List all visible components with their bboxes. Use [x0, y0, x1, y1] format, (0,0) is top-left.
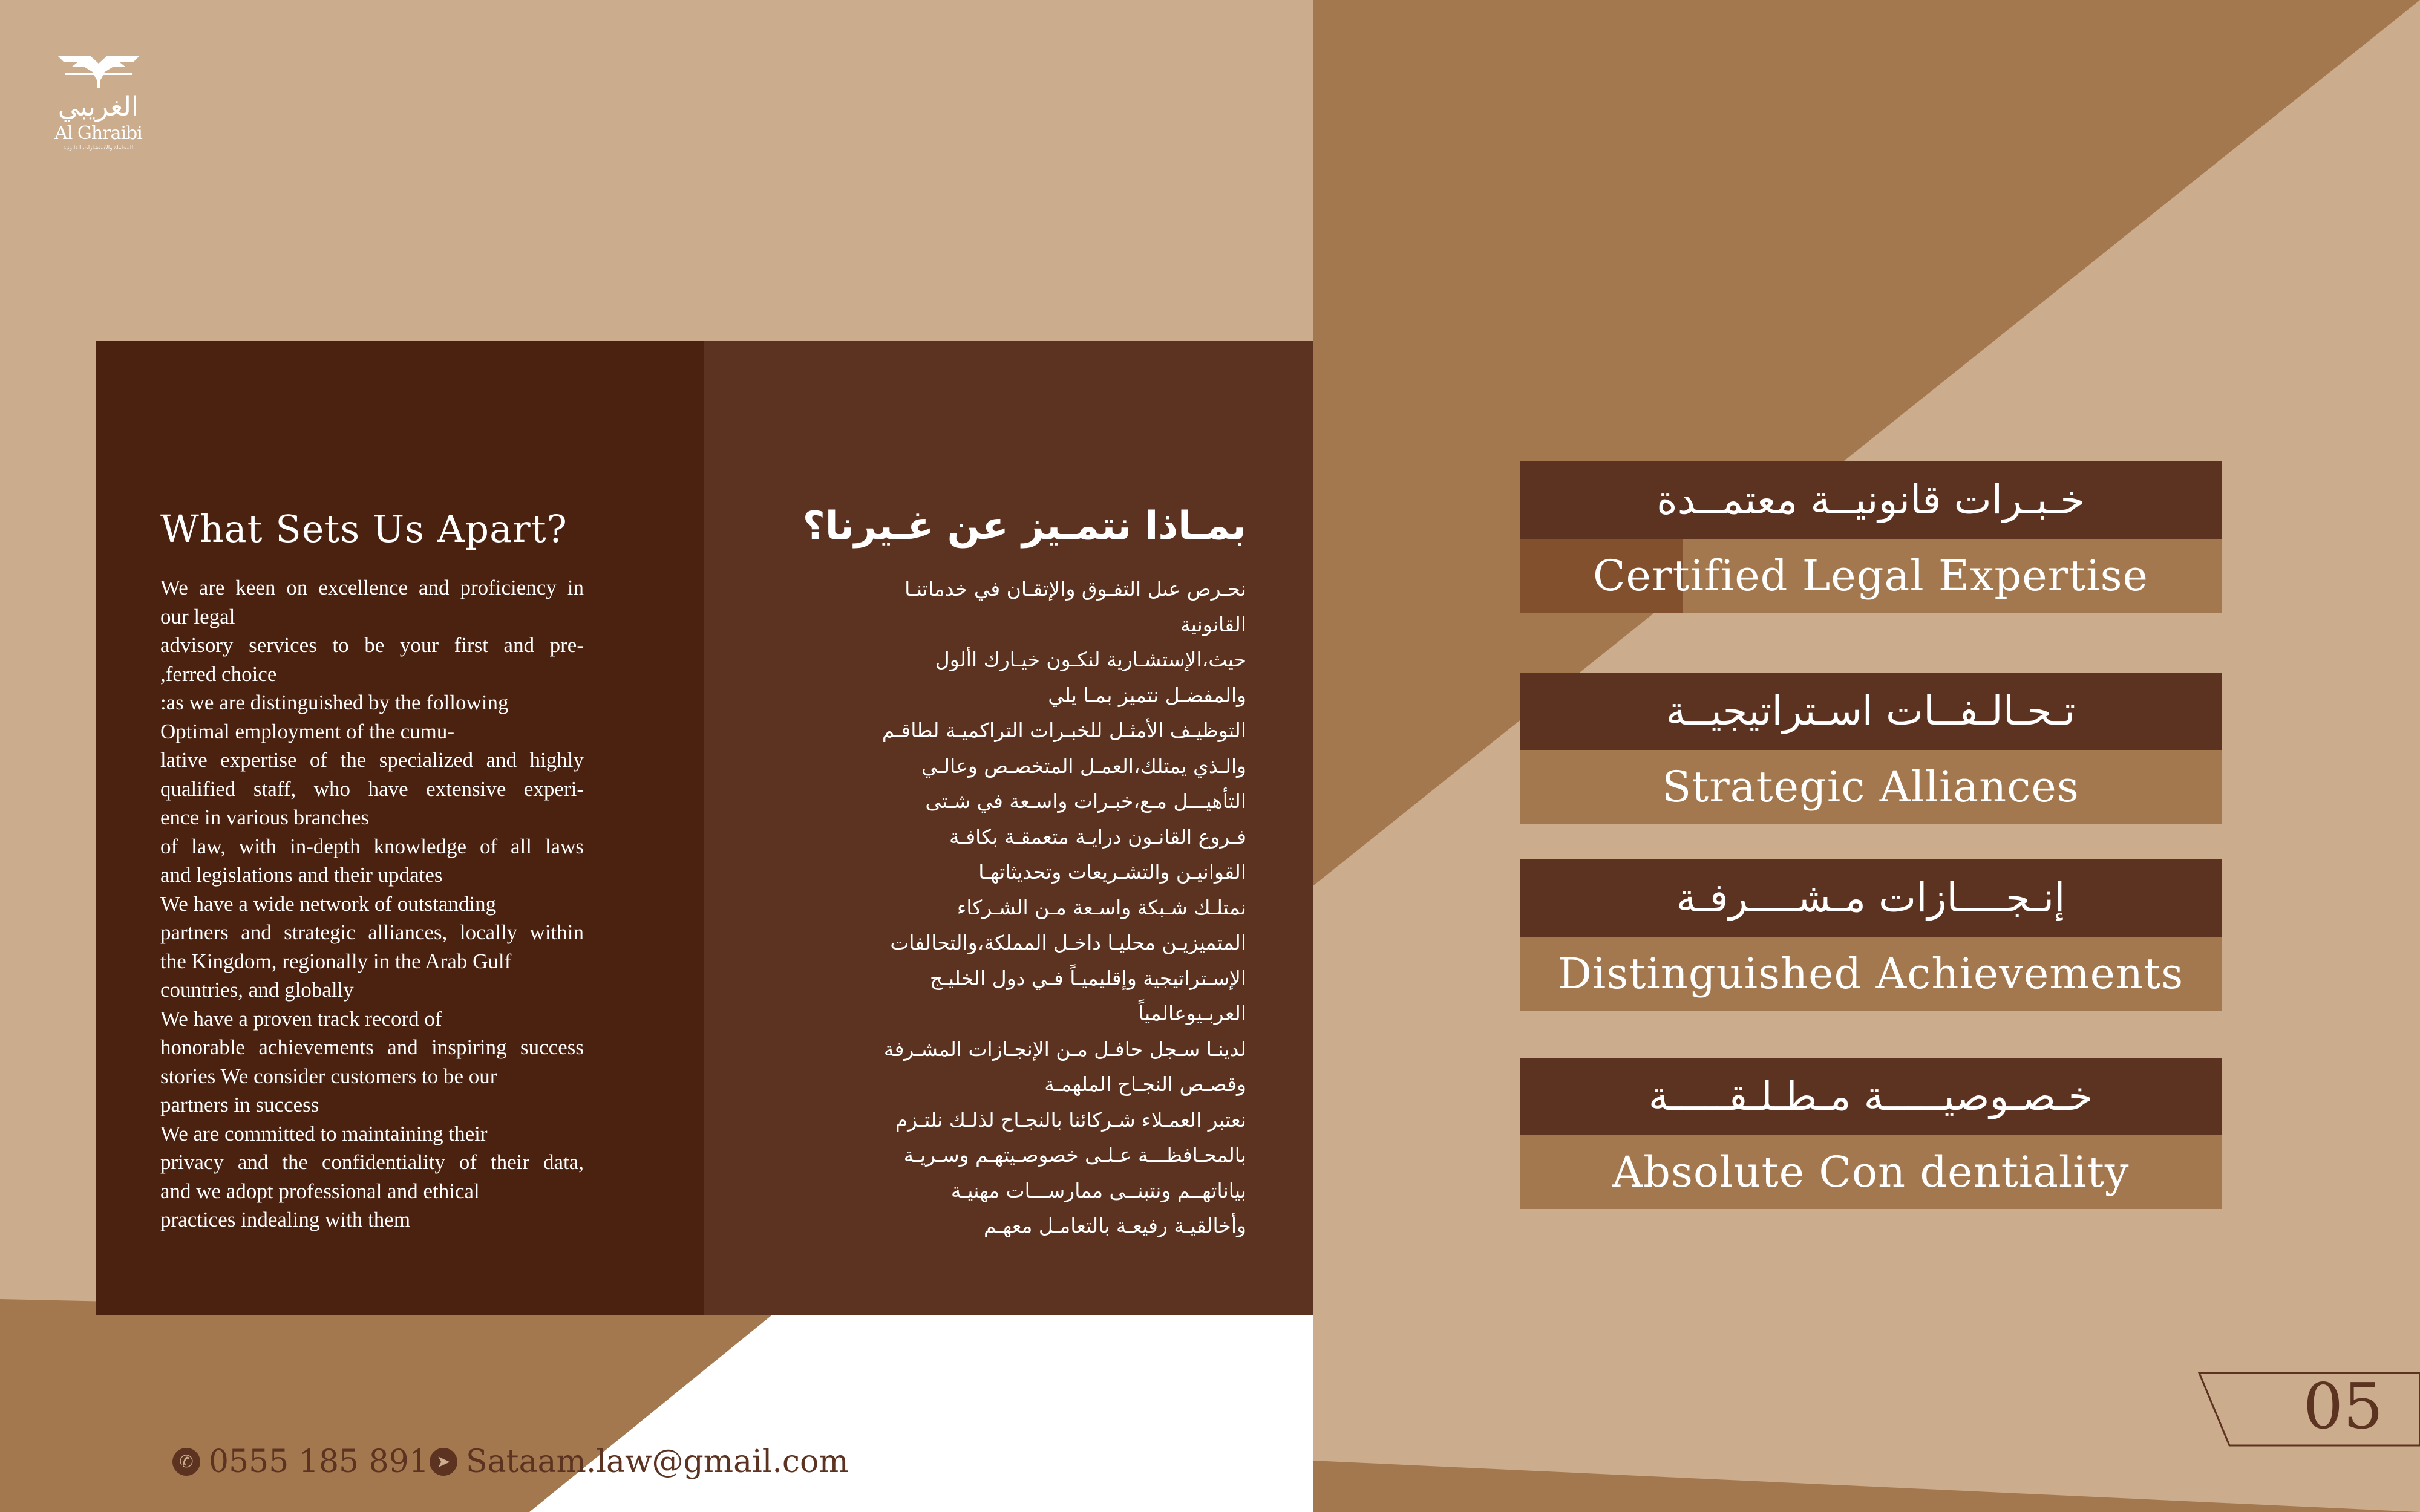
- english-body-line: :as we are distinguished by the following: [160, 691, 509, 714]
- arabic-body-line: والمفضـل نتميز بمـا يلي: [1048, 683, 1246, 707]
- english-body-line: We have a proven track record of: [160, 1006, 442, 1031]
- feature-title-english: Strategic Alliances: [1520, 750, 2222, 824]
- english-body-line: qualified staff, who have extensive experi-: [160, 777, 584, 801]
- english-body-line: our legal: [160, 604, 235, 628]
- arabic-body-line: وأخالقيـة رفيعـة بالتعامـل معهـم: [983, 1214, 1246, 1237]
- arabic-body-line: القوانيـن والتشـريعات وتحديثاتهـا: [978, 860, 1246, 884]
- arabic-body-line: نعتبر العمـلاء شـركائنا بالنجـاح لذلـك نلتـزم: [895, 1107, 1246, 1132]
- arabic-body-line: بالمحـافظـــة عـلـى خصوصـيتهـم وسـريـة: [903, 1143, 1246, 1167]
- brand-name-english: Al Ghraibi: [54, 123, 142, 144]
- brand-logo: [48, 51, 148, 152]
- contact-email[interactable]: [430, 1442, 849, 1481]
- arabic-body-line: العربـيوعالمياً: [1138, 1002, 1246, 1025]
- english-body-line: and legislations and their updates: [160, 863, 443, 887]
- brand-name-arabic: الغريبي: [57, 91, 139, 122]
- english-body-line: practices indealing with them: [160, 1208, 411, 1231]
- arabic-section-body: [820, 572, 1246, 1244]
- feature-title-english: Certified Legal Expertise: [1520, 539, 2222, 613]
- english-body-line: privacy and the confidentiality of their data,: [160, 1150, 584, 1174]
- page-number: 05: [2303, 1369, 2384, 1443]
- english-body-line: ,ferred choice: [160, 662, 277, 686]
- feature-card-confidentiality: [1520, 1058, 2222, 1209]
- english-body-line: We are keen on excellence and proficiency in: [160, 576, 584, 599]
- arabic-body-line: وقصـص النجـاح الملهمـة: [1044, 1072, 1246, 1096]
- english-body-line: countries, and globally: [160, 978, 354, 1002]
- arabic-body-line: نحـرص عىل التفـوق والإتقـان في خدماتنـا: [904, 577, 1246, 601]
- english-body-line: advisory services to be your first and pre-: [160, 633, 584, 657]
- english-body-line: We have a wide network of outstanding: [160, 891, 497, 916]
- english-body-line: ence in various branches: [160, 806, 369, 829]
- english-body-line: partners and strategic alliances, locally within: [160, 921, 584, 944]
- arabic-body-line: القانونية: [1180, 612, 1246, 636]
- brand-tagline: للمحاماة والاستشارات القانونية: [63, 145, 134, 151]
- arabic-body-line: فـروع القانـون درايـة متعمقـة بكافـة: [949, 824, 1246, 849]
- feature-card-certified: [1520, 461, 2222, 613]
- english-body-line: Optimal employment of the cumu-: [160, 719, 455, 743]
- english-body-line: and we adopt professional and ethical: [160, 1179, 480, 1203]
- arabic-body-line: الإسـتراتيجية وإقليميـاً فـي دول الخليـج: [929, 966, 1246, 990]
- english-section-body: [160, 573, 584, 1234]
- feature-card-alliances: [1520, 673, 2222, 824]
- phone-number: 0555 185 891: [209, 1444, 429, 1480]
- english-section-title: What Sets Us Apart?: [160, 507, 567, 551]
- english-body-line: of law, with in-depth knowledge of all laws: [160, 834, 584, 858]
- arabic-body-line: المتميزيـن محليـا داخـل المملكة،والتحالفات: [890, 931, 1246, 954]
- contact-phone[interactable]: [172, 1442, 429, 1481]
- arabic-body-line: التوظيـف الأمثـل للخبـرات التراكميـة لطاقـم: [881, 719, 1246, 742]
- eagle-scale-icon: [53, 51, 144, 89]
- arabic-body-line: نمتلـك شـبكة واسـعة مـن الشـركاء: [957, 895, 1246, 919]
- feature-title-english: Distinguished Achievements: [1520, 937, 2222, 1011]
- send-icon: ➤: [430, 1448, 457, 1476]
- feature-title-arabic: خـصـوصيـــــة مـطـلـقـــــة: [1520, 1058, 2222, 1135]
- english-body-line: We are committed to maintaining their: [160, 1121, 488, 1145]
- english-body-line: lative expertise of the specialized and highly: [160, 748, 584, 772]
- english-body-line: the Kingdom, regionally in the Arab Gulf: [160, 949, 512, 973]
- arabic-section-title: بمـاذا نتمـيز عن غـيرنا؟: [802, 504, 1246, 549]
- phone-icon: ✆: [172, 1448, 200, 1476]
- feature-title-arabic: إنـجــــازات مـشــــرفـة: [1520, 859, 2222, 937]
- english-body-line: honorable achievements and inspiring success: [160, 1035, 584, 1059]
- feature-title-arabic: تـحـالـفــات اسـتراتيجيــة: [1520, 673, 2222, 750]
- feature-card-achievements: [1520, 859, 2222, 1011]
- arabic-body-line: التأهيـــل مـع،خبـرات واسـعة في شـتى: [925, 789, 1246, 813]
- english-body-line: partners in success: [160, 1093, 319, 1116]
- email-address: Sataam.law@gmail.com: [466, 1444, 849, 1480]
- arabic-body-line: بياناتهــم ونتبنــى ممارســـات مهنيـة: [950, 1178, 1246, 1202]
- feature-title-english: Absolute Con dentiality: [1520, 1135, 2222, 1209]
- arabic-body-line: والـذي يمتلك،العمـل المتخصـص وعالـي: [921, 754, 1246, 778]
- feature-title-arabic: خـبـرات قانونيــة معتمــدة: [1520, 461, 2222, 539]
- arabic-body-line: لدينـا سـجل حافـل مـن الإنجـازات المشـرفة: [883, 1037, 1246, 1061]
- arabic-body-line: حيث،الإستشـارية لنكـون خيـارك األول: [935, 648, 1246, 671]
- english-body-line: stories We consider customers to be our: [160, 1064, 497, 1088]
